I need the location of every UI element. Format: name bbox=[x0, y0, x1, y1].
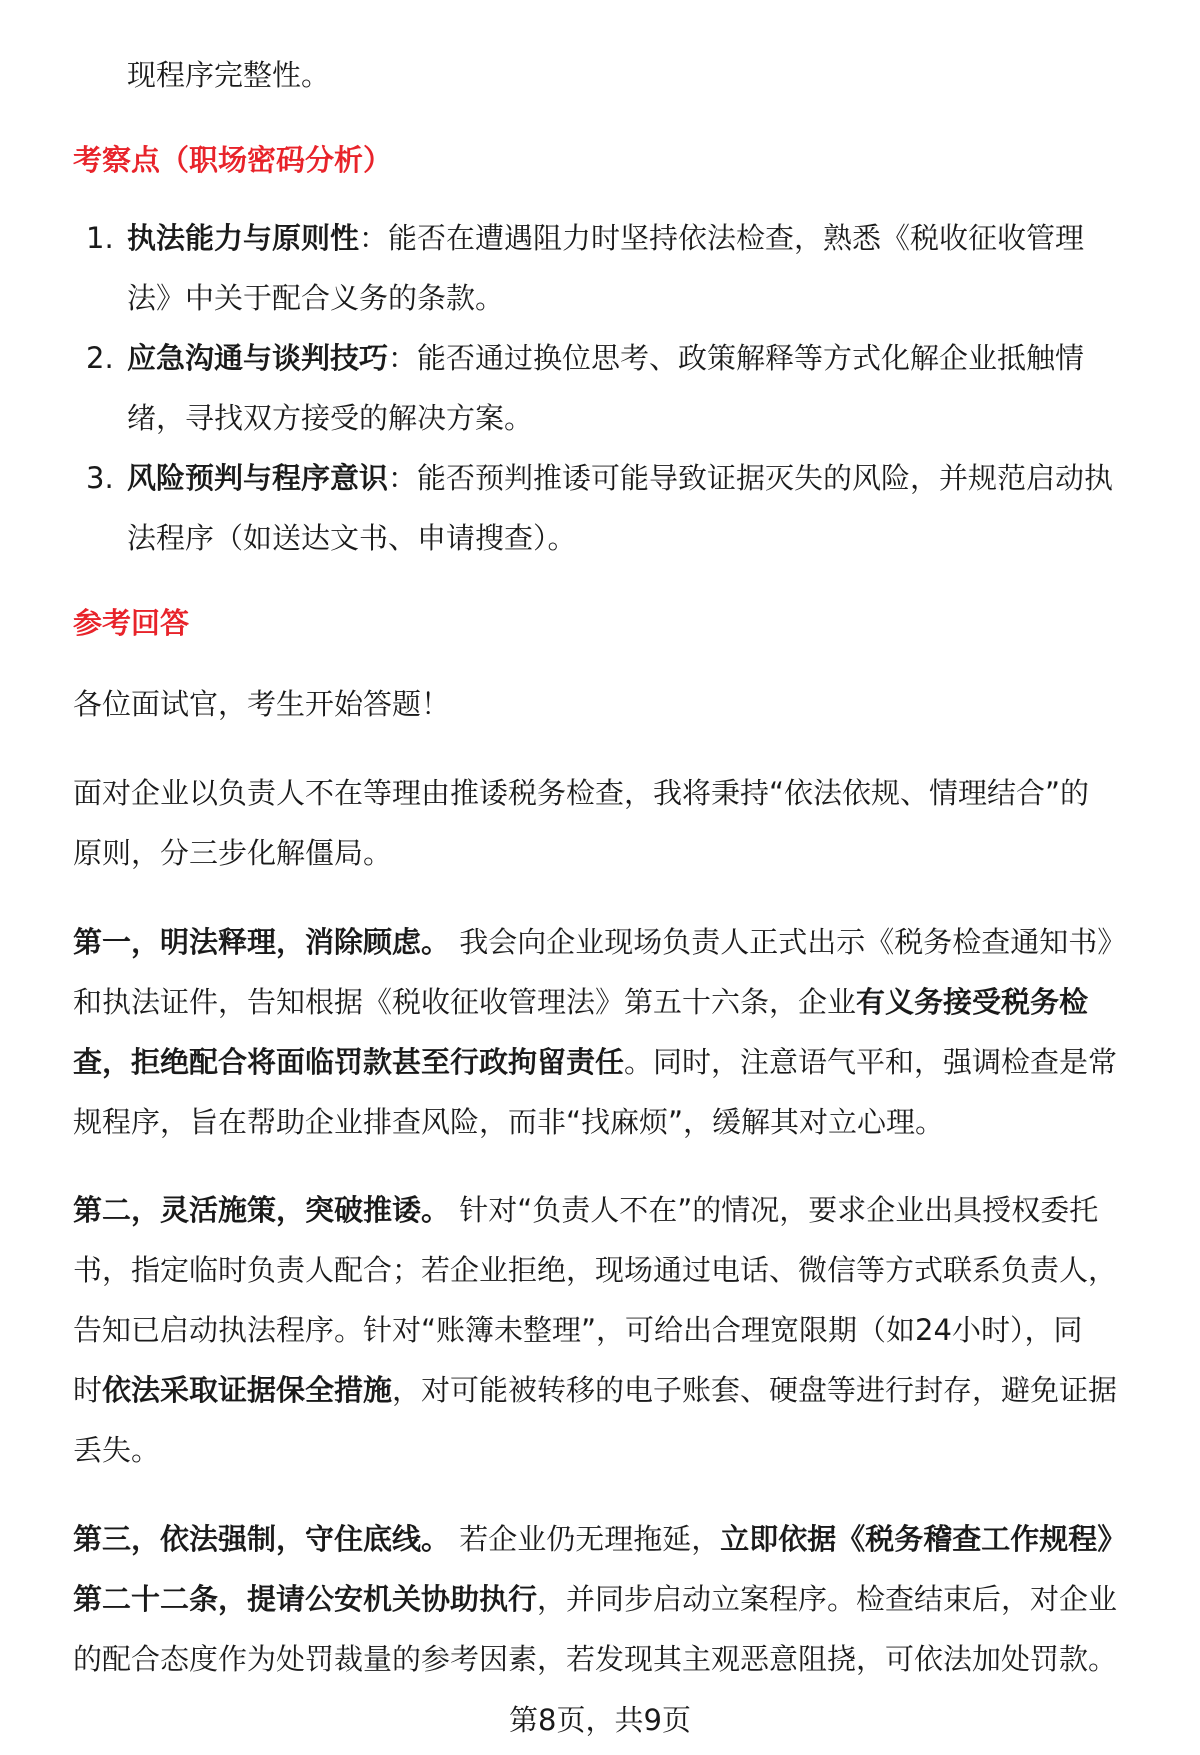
paragraph-emphasis: 有义务接受税务检 bbox=[856, 985, 1089, 1019]
list-item bbox=[127, 338, 1084, 378]
list-item-number: 3. bbox=[86, 461, 114, 495]
list-item bbox=[127, 218, 1084, 258]
list-item-text: 法程序（如送达文书、申请搜查）。 bbox=[127, 521, 577, 555]
paragraph-lead: 第二，灵活施策，突破推诿。 bbox=[73, 1193, 451, 1227]
list-item-title: 风险预判与程序意识 bbox=[127, 461, 389, 495]
intro-tail-text: 现程序完整性。 bbox=[127, 58, 331, 92]
paragraph-lead: 第一，明法释理，消除顾虑。 bbox=[73, 925, 451, 959]
list-item-text: 法》中关于配合义务的条款。 bbox=[127, 281, 505, 315]
paragraph-text: 我会向企业现场负责人正式出示《税务检查通知书》 bbox=[450, 925, 1127, 959]
opening-text: 面对企业以负责人不在等理由推诿税务检查，我将秉持“依法依规、情理结合”的 bbox=[73, 776, 1090, 810]
paragraph-line bbox=[73, 1190, 1098, 1230]
paragraph-emphasis: 查，拒绝配合将面临罚款甚至行政拘留责任 bbox=[73, 1045, 625, 1079]
list-item-title: 执法能力与原则性 bbox=[127, 221, 360, 255]
list-item-text: ：能否在遭遇阻力时坚持依法检查，熟悉《税收征收管理 bbox=[359, 221, 1085, 255]
paragraph-text: 若企业仍无理拖延， bbox=[450, 1522, 721, 1556]
list-item-number: 1. bbox=[86, 221, 114, 255]
paragraph-emphasis: 第二十二条，提请公安机关协助执行 bbox=[73, 1582, 538, 1616]
section-heading-exam-points: 考察点（职场密码分析） bbox=[73, 143, 393, 177]
list-item-text: ：能否通过换位思考、政策解释等方式化解企业抵触情 bbox=[388, 341, 1085, 375]
paragraph-line bbox=[73, 1579, 1117, 1619]
list-item-number: 2. bbox=[86, 341, 114, 375]
paragraph-text: 的配合态度作为处罚裁量的参考因素，若发现其主观恶意阻挠，可依法加处罚款。 bbox=[73, 1642, 1118, 1676]
paragraph-text: 针对“负责人不在”的情况，要求企业出具授权委托 bbox=[450, 1193, 1099, 1227]
paragraph-line bbox=[73, 1519, 1126, 1559]
paragraph-line bbox=[73, 922, 1126, 962]
paragraph-text: 时 bbox=[73, 1373, 103, 1407]
list-item-text: ：能否预判推诿可能导致证据灭失的风险，并规范启动执 bbox=[388, 461, 1114, 495]
paragraph-text: 。同时，注意语气平和，强调检查是常 bbox=[624, 1045, 1118, 1079]
list-item-text: 绪，寻找双方接受的解决方案。 bbox=[127, 401, 534, 435]
paragraph-emphasis: 依法采取证据保全措施 bbox=[102, 1373, 393, 1407]
paragraph-line bbox=[73, 982, 1088, 1022]
paragraph-text: ，对可能被转移的电子账套、硬盘等进行封存，避免证据 bbox=[392, 1373, 1118, 1407]
paragraph-text: 告知已启动执法程序。针对“账簿未整理”，可给出合理宽限期（如24小时），同 bbox=[73, 1313, 1083, 1347]
paragraph-lead: 第三，依法强制，守住底线。 bbox=[73, 1522, 451, 1556]
paragraph-text: 书，指定临时负责人配合；若企业拒绝，现场通过电话、微信等方式联系负责人， bbox=[73, 1253, 1118, 1287]
paragraph-text: 和执法证件，告知根据《税收征收管理法》第五十六条，企业 bbox=[73, 985, 857, 1019]
paragraph-line bbox=[73, 1042, 1117, 1082]
greeting-text: 各位面试官，考生开始答题！ bbox=[73, 687, 451, 721]
paragraph-text: ，并同步启动立案程序。检查结束后，对企业 bbox=[537, 1582, 1118, 1616]
section-heading-reference-answer: 参考回答 bbox=[73, 606, 190, 640]
opening-text: 原则，分三步化解僵局。 bbox=[73, 836, 393, 870]
paragraph-text: 规程序，旨在帮助企业排查风险，而非“找麻烦”，缓解其对立心理。 bbox=[73, 1105, 945, 1139]
paragraph-line bbox=[73, 1370, 1117, 1410]
paragraph-emphasis: 立即依据《税务稽查工作规程》 bbox=[720, 1522, 1127, 1556]
list-item-title: 应急沟通与谈判技巧 bbox=[127, 341, 389, 375]
paragraph-text: 丢失。 bbox=[73, 1433, 161, 1467]
page-number-footer: 第8页，共9页 bbox=[509, 1703, 691, 1737]
list-item bbox=[127, 458, 1113, 498]
